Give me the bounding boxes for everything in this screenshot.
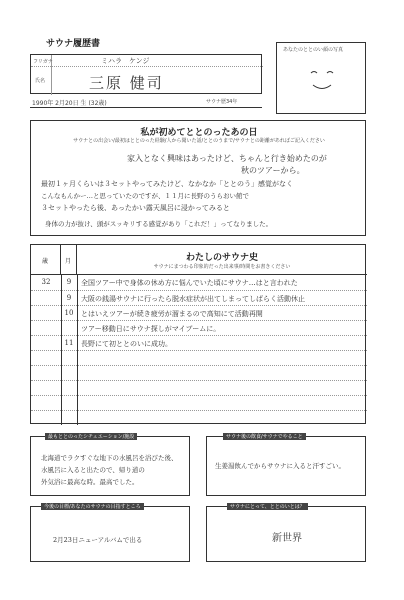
drink-label: サウナ後の飲食/サウナでやること xyxy=(223,433,306,440)
row-month: 9 xyxy=(66,294,72,302)
first-time-line: こんなもんかー…と思っていたのですが、１１月に長野のうらおい館で xyxy=(41,192,249,200)
table-row xyxy=(31,275,367,290)
smiley-face-icon xyxy=(297,61,347,101)
col-month-header: 月 xyxy=(65,258,72,265)
first-time-line: ３セットやったら後、あったかい露天風呂に浸かってみると xyxy=(41,204,230,212)
table-row xyxy=(31,320,367,335)
first-time-line: 秋のツアーから。 xyxy=(241,166,305,175)
photo-caption: あなたのととのい顔の写真 xyxy=(283,47,344,53)
column-divider xyxy=(61,275,62,425)
row-text: 長野にて初ととのいに成功。 xyxy=(81,340,172,348)
row-text: 大阪の銭湯サウナに行ったら脱水症状が出てしまってしばらく活動休止 xyxy=(81,295,305,303)
sauna-age: サウナ歴34年 xyxy=(206,99,238,105)
document-title: サウナ履歴書 xyxy=(46,39,101,49)
first-time-line: 最初１ヶ月くらいは３セットやってみたけど、なかなか「ととのう」感覚がなく xyxy=(41,180,293,188)
meaning-box xyxy=(206,506,366,562)
name-block xyxy=(30,54,262,94)
photo-box xyxy=(276,42,366,114)
situation-label: 最もととのったシチュエーション/施設 xyxy=(45,433,137,440)
col-year-header: 歳 xyxy=(42,258,49,265)
first-time-instruction: サウナとの出会い/最初はととのった経験/人から聞いた話/ととのうまで/サウナとの距離があればご記入ください xyxy=(73,138,325,144)
row-year xyxy=(31,414,61,429)
table-row xyxy=(31,335,367,350)
first-time-title: 私が初めてととのったあの日 xyxy=(140,128,258,138)
goal-box xyxy=(30,506,190,562)
row-month: 9 xyxy=(66,278,72,286)
history-title: わたしのサウナ史 xyxy=(185,253,258,263)
row-text: 全国ツアー中で身体の休め方に悩んでいた頃にサウナ…はと言われた xyxy=(81,279,298,287)
table-row xyxy=(31,290,367,305)
meaning-value: 新世界 xyxy=(272,533,302,544)
drink-value: 生姜湯飲んでからサウナに入ると汗すごい。 xyxy=(215,462,345,470)
goal-value: 2月23日ニューアルバムで出る xyxy=(53,536,143,544)
history-subtitle: サウナにまつわる印象的だった出来事/時間をお書きください xyxy=(153,264,291,270)
table-row xyxy=(31,380,367,395)
situation-line: 外気浴に最高な時。最高でした。 xyxy=(41,478,139,486)
birth-line xyxy=(30,96,262,108)
row-month: 11 xyxy=(64,339,74,347)
name-value: 三原 健司 xyxy=(89,74,164,92)
first-time-section xyxy=(30,120,366,236)
drink-box xyxy=(206,436,366,496)
furigana-value: ミハラ ケンジ xyxy=(101,57,150,65)
row-text: ツアー移動日にサウナ探しがマイブームに。 xyxy=(81,325,221,333)
situation-line: 水風呂に入ると出たので、帰り道の xyxy=(41,466,145,474)
situation-box xyxy=(30,436,190,496)
meaning-label: サウナにとって、ととのいとは？ xyxy=(227,503,308,510)
goal-label: 今後の目標/あなたのサウナの目指すところ xyxy=(41,503,144,510)
history-rows xyxy=(31,275,367,425)
history-table xyxy=(30,244,366,424)
row-month: 10 xyxy=(64,309,74,317)
furigana-label: フリガナ xyxy=(33,59,53,65)
row-text: とはいえツアーが続き疲労が溜まるので高知にて活動再開 xyxy=(81,310,263,318)
table-row xyxy=(31,395,367,410)
column-divider xyxy=(77,275,78,425)
table-row xyxy=(31,410,367,425)
table-row xyxy=(31,365,367,380)
row-year: 32 xyxy=(41,278,51,286)
situation-line: 北海道でラクすぐな地下の水風呂を浴びた後、 xyxy=(41,454,178,462)
first-time-line: 身体の力が抜け、頭がスッキリする感覚があり「これだ！」ってなりました。 xyxy=(45,220,273,228)
table-row xyxy=(31,350,367,365)
first-time-line: 家入となく興味はあったけど、ちゃんと行き始めたのが xyxy=(127,154,327,163)
birth-value: 1990年 2月20日 生 (32歳) xyxy=(32,100,107,107)
name-label: 氏名 xyxy=(35,78,46,84)
table-row xyxy=(31,305,367,320)
